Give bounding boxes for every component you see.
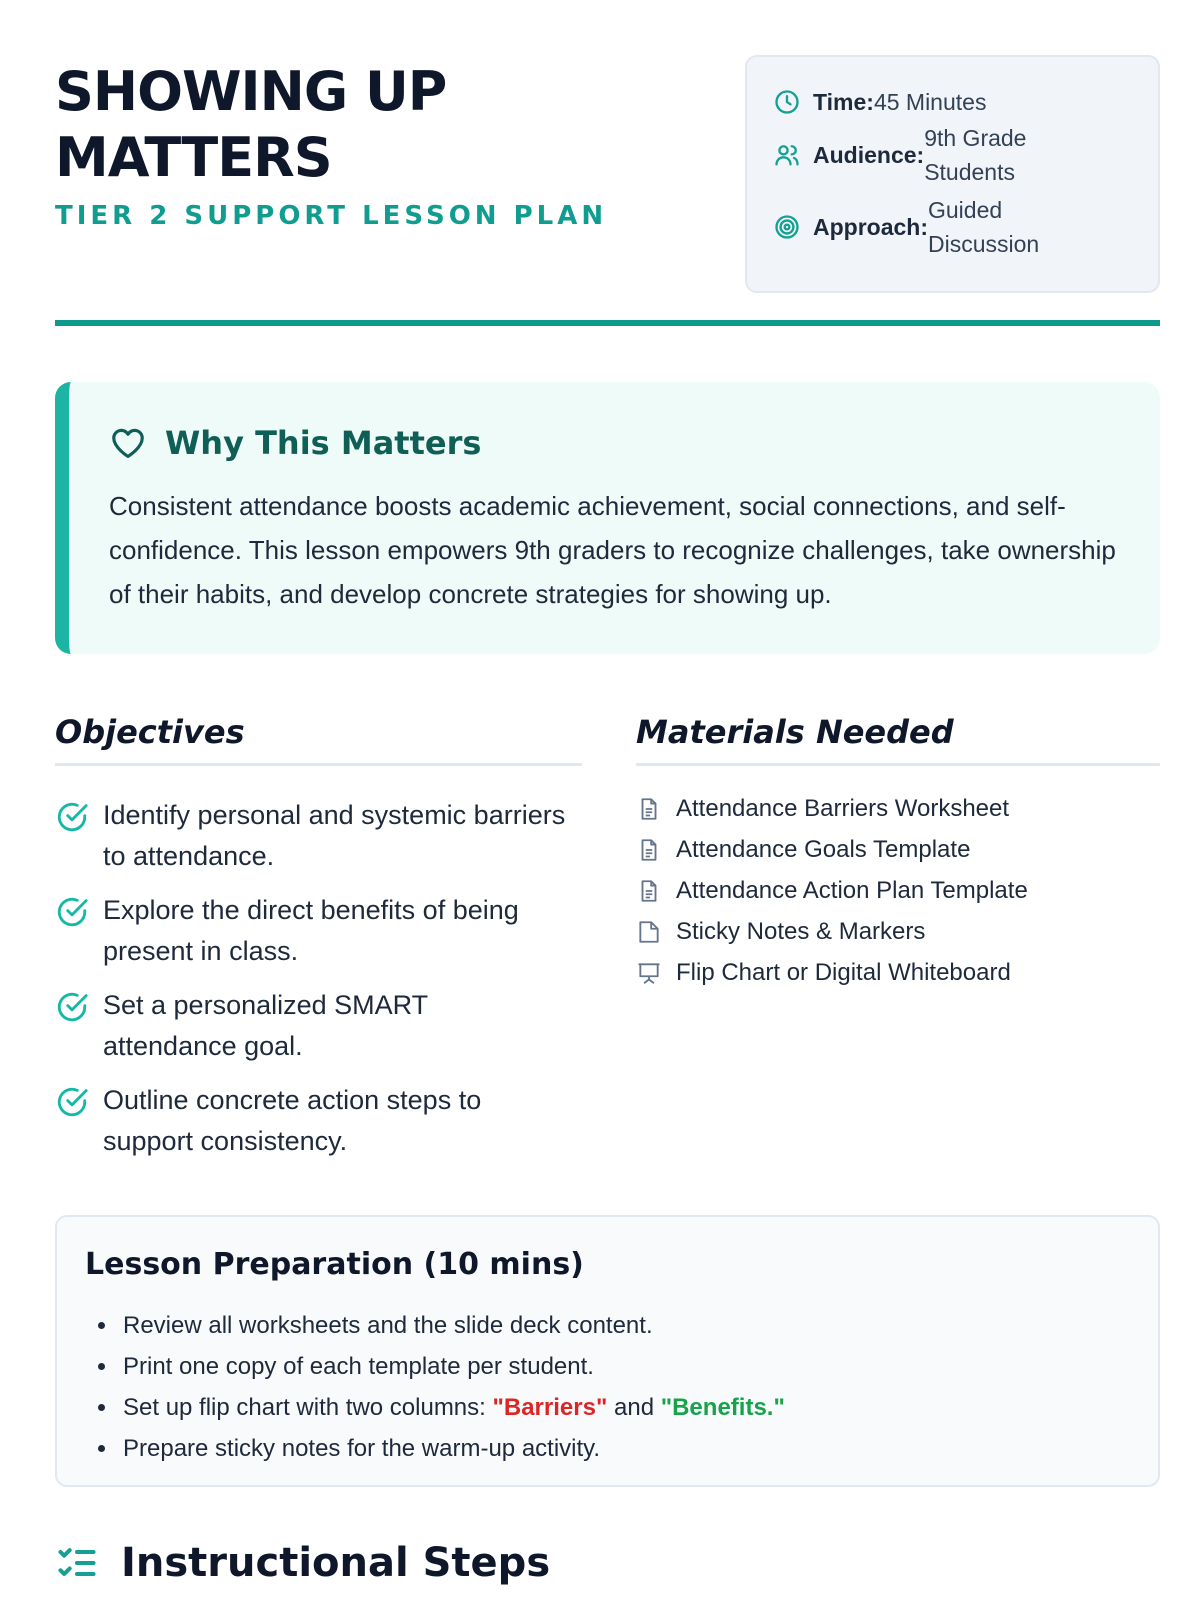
steps-title: Instructional Steps <box>121 1540 551 1586</box>
check-circle-icon <box>55 800 89 834</box>
list-item: • Prepare sticky notes for the warm-up activity. <box>119 1428 785 1469</box>
benefits-label: "Benefits." <box>660 1394 785 1421</box>
prep-item-text: Set up flip chart with two columns: <box>123 1394 493 1421</box>
meta-approach-value: Guided Discussion <box>928 197 1040 257</box>
meta-time <box>773 85 986 119</box>
material-text: Flip Chart or Digital Whiteboard <box>676 959 1011 986</box>
page-subtitle: TIER 2 SUPPORT LESSON PLAN <box>55 201 608 231</box>
list-item <box>119 1387 785 1428</box>
objective-text: Explore the direct benefits of being present in class. <box>103 895 519 966</box>
meta-audience-value: 9th Grade Students <box>924 125 1027 185</box>
objectives-heading: Objectives <box>55 713 245 751</box>
material-item <box>636 959 1011 987</box>
why-this-matters-callout <box>55 382 1160 654</box>
list-item: • Print one copy of each template per student. <box>119 1346 785 1387</box>
document-icon <box>636 878 662 904</box>
objective-item <box>55 795 575 877</box>
document-icon <box>636 796 662 822</box>
meta-audience-label: Audience: <box>813 141 925 168</box>
objectives-rule <box>55 763 582 766</box>
materials-rule <box>636 763 1160 766</box>
preparation-list <box>119 1305 785 1469</box>
check-circle-icon <box>55 895 89 929</box>
objective-text: Outline concrete action steps to support consistency. <box>103 1085 482 1156</box>
users-icon <box>773 141 801 169</box>
sticky-note-icon <box>636 919 662 945</box>
presentation-icon <box>636 960 662 986</box>
barriers-label: "Barriers" <box>492 1394 608 1421</box>
document-icon <box>636 837 662 863</box>
lesson-preparation-card <box>55 1215 1160 1487</box>
header-divider <box>55 320 1160 326</box>
material-text: Attendance Barriers Worksheet <box>676 795 1010 822</box>
meta-approach-label: Approach: <box>813 213 928 240</box>
meta-time-value: 45 Minutes <box>873 89 987 115</box>
meta-time-label: Time: <box>813 88 874 115</box>
why-title: Why This Matters <box>165 424 482 462</box>
list-item: • Review all worksheets and the slide deck content. <box>119 1305 785 1346</box>
material-item <box>636 836 970 864</box>
material-item <box>636 877 1028 905</box>
material-text: Attendance Goals Template <box>676 836 971 863</box>
objective-text: Set a personalized SMART attendance goal. <box>103 990 428 1061</box>
heart-icon <box>109 424 147 462</box>
lesson-meta-card <box>745 55 1160 293</box>
prep-item-text: and <box>607 1394 661 1421</box>
why-heading <box>109 424 481 462</box>
objective-item <box>55 985 575 1067</box>
objective-item <box>55 1080 575 1162</box>
target-icon <box>773 213 801 241</box>
clock-icon <box>773 88 801 116</box>
lesson-header <box>55 55 1160 325</box>
material-item <box>636 918 925 946</box>
objective-text: Identify personal and systemic barriers to attendance. <box>103 800 566 871</box>
objective-item <box>55 890 575 972</box>
meta-approach <box>773 193 1058 261</box>
material-item <box>636 795 1009 823</box>
preparation-title: Lesson Preparation (10 mins) <box>85 1247 584 1282</box>
why-text: Consistent attendance boosts academic achievement, social connections, and self-confidence. This lesson empowers 9th graders to recognize challenges, take ownership of their habits, and develop concrete strategies for showing up. <box>109 491 1116 609</box>
list-checks-icon <box>55 1541 99 1585</box>
check-circle-icon <box>55 990 89 1024</box>
material-text: Sticky Notes & Markers <box>676 918 926 945</box>
materials-heading: Materials Needed <box>636 713 954 751</box>
material-text: Attendance Action Plan Template <box>676 877 1028 904</box>
page-title: SHOWING UP MATTERS <box>55 60 447 189</box>
meta-audience <box>773 121 1044 189</box>
check-circle-icon <box>55 1085 89 1119</box>
instructional-steps-heading <box>55 1540 550 1586</box>
